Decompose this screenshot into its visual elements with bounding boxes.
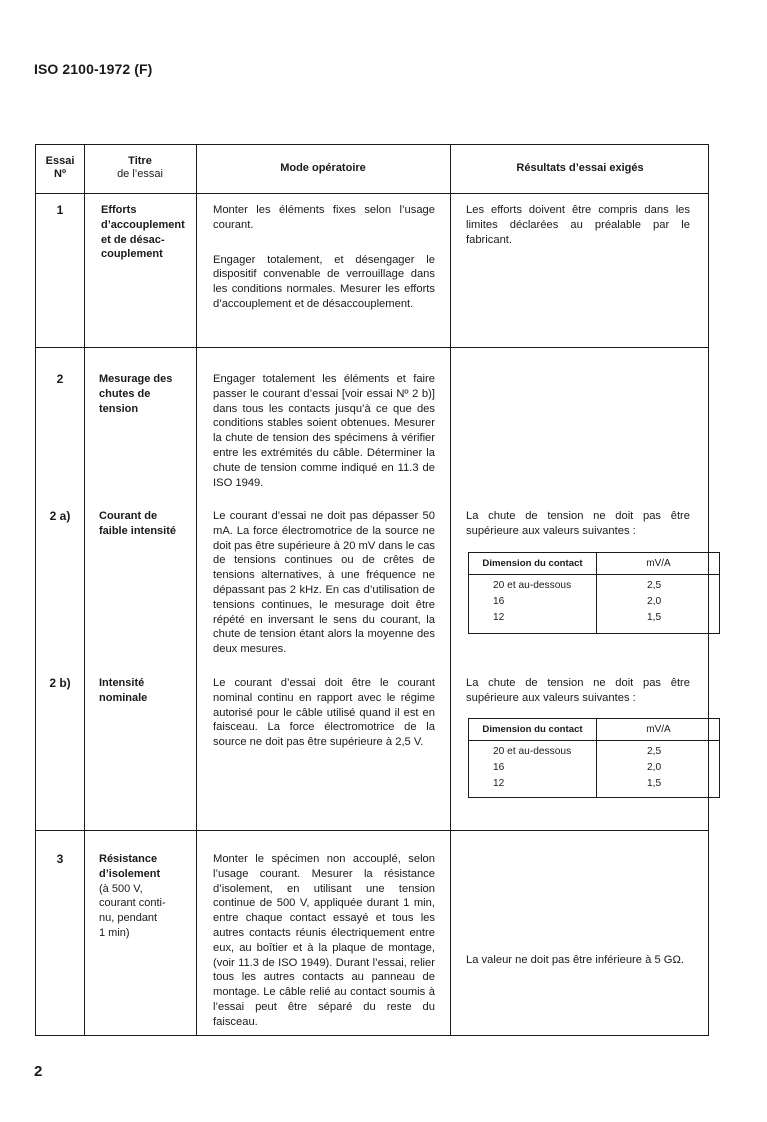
row-2a-title xyxy=(99,509,193,539)
column-divider xyxy=(84,145,85,1035)
row-2a-limits-table xyxy=(468,552,720,634)
title-line: d’isolement xyxy=(99,867,161,880)
row-1-mode xyxy=(213,203,435,312)
subtable-divider xyxy=(596,719,597,797)
title-line: 1 min) xyxy=(99,926,130,939)
subtable-header-divider xyxy=(469,740,719,741)
document-id: ISO 2100-1972 (F) xyxy=(34,61,153,77)
row-2-title xyxy=(99,372,193,416)
header-titre xyxy=(84,155,196,181)
row-divider xyxy=(36,347,708,348)
subtable-divider xyxy=(596,553,597,633)
subtable-cell-value: 2,5 xyxy=(647,580,662,591)
subtable-header-divider xyxy=(469,574,719,575)
title-line: Courant de xyxy=(99,510,158,522)
subtable-cell-dimension: 16 xyxy=(493,762,505,773)
subtable-cell-value: 1,5 xyxy=(647,612,662,623)
test-table xyxy=(35,144,709,1036)
row-2b-result: La chute de tension ne doit pas être supérieure aux valeurs suivantes : xyxy=(466,677,690,704)
subtable-header-dimension: Dimension du contact xyxy=(482,558,583,569)
subtable-cell-dimension: 16 xyxy=(493,596,505,607)
title-line: chutes de xyxy=(99,387,151,400)
column-divider xyxy=(196,145,197,1035)
header-resultats: Résultats d’essai exigés xyxy=(516,162,644,174)
column-divider xyxy=(450,145,451,1035)
subtable-cell-dimension: 20 et au-dessous xyxy=(493,580,572,591)
row-1-no: 1 xyxy=(56,203,64,217)
title-line: et de désac- xyxy=(101,233,165,246)
row-3-title xyxy=(99,852,193,941)
subtable-cell-value: 2,0 xyxy=(647,596,662,607)
row-3-no: 3 xyxy=(56,852,64,866)
header-titre-line2: de l’essai xyxy=(117,168,163,180)
subtable-cell-value: 2,0 xyxy=(647,762,662,773)
title-line: Résistance xyxy=(99,853,158,865)
mode-paragraph: Monter les éléments fixes selon l’usage courant. xyxy=(213,204,435,231)
row-3-mode: Monter le spécimen non accouplé, selon l’usage courant. Mesurer la résistance d’isolement, en utilisant une tension continue de 500 V, appliquée durant 1 min, entre chaque contact essayé et tous les autres contacts réunis électriquement entre eux, au boîtier et à la plaque de montage, (voir 11.3 de ISO 1949). Durant l’essai, relier tous les autres contacts au panneau de montage. Le câble relié au contact soumis à l’essai peut être séparé du reste du faisceau. xyxy=(213,853,435,1028)
title-line: Efforts xyxy=(101,204,137,216)
title-line: nu, pendant xyxy=(99,912,158,925)
header-no-label: Nº xyxy=(54,168,66,180)
subtable-cell-value: 2,5 xyxy=(647,746,662,757)
title-line: courant conti- xyxy=(99,897,166,910)
header-divider xyxy=(36,193,708,194)
header-titre-line1: Titre xyxy=(128,155,152,167)
title-line: (à 500 V, xyxy=(99,882,143,895)
title-line: Mesurage des xyxy=(99,373,173,385)
header-essai-no xyxy=(36,155,84,181)
header-mode: Mode opératoire xyxy=(280,162,366,174)
mode-paragraph: Engager totalement, et désengager le dispositif convenable de verrouillage dans les conditions normales. Mesurer les efforts d’accouplement et de désaccouplement. xyxy=(213,253,435,310)
title-line: nominale xyxy=(99,691,148,704)
subtable-header-dimension: Dimension du contact xyxy=(482,724,583,735)
row-2b-mode: Le courant d’essai doit être le courant nominal continu en rapport avec le régime autorisé pour le câble utilisé quand il est en faisceau. La force électromotrice de la source ne doit pas être supérieure à 2,5 V. xyxy=(213,677,435,749)
subtable-cell-value: 1,5 xyxy=(647,778,662,789)
title-line: faible intensité xyxy=(99,524,177,537)
row-2a-no: 2 a) xyxy=(49,509,71,523)
row-3-result: La valeur ne doit pas être inférieure à 5 GΩ. xyxy=(466,954,684,966)
row-2b-no: 2 b) xyxy=(49,676,71,690)
row-divider xyxy=(36,830,708,831)
page-number: 2 xyxy=(34,1063,43,1080)
row-2b-limits-table xyxy=(468,718,720,798)
title-line: d’accouplement xyxy=(101,218,185,231)
row-1-result: Les efforts doivent être compris dans les limites déclarées au préalable par le fabricant. xyxy=(466,204,690,246)
row-2a-result: La chute de tension ne doit pas être supérieure aux valeurs suivantes : xyxy=(466,510,690,537)
header-essai-label: Essai xyxy=(45,155,75,167)
title-line: couplement xyxy=(101,248,163,261)
row-1-title xyxy=(101,203,193,262)
subtable-cell-dimension: 12 xyxy=(493,778,505,789)
row-2-no: 2 xyxy=(56,372,64,386)
row-2-mode: Engager totalement les éléments et faire passer le courant d’essai [voir essai Nº 2 b)] dans tous les contacts jusqu’à ce que des conditions stables soient obtenues. Mesurer la chute de tension des spécimens à vérifier entre les extrémités du câble. Déterminer la chute de tension comme indiqué en 11.3 de ISO 1949. xyxy=(213,373,435,489)
subtable-header-mva: mV/A xyxy=(646,558,671,569)
subtable-header-mva: mV/A xyxy=(646,724,671,735)
row-2b-title xyxy=(99,676,193,706)
row-2a-mode: Le courant d’essai ne doit pas dépasser 50 mA. La force électromotrice de la source ne doit pas être supérieure à 20 mV dans le cas de tensions continues ou de crêtes de tensions alternatives, à une fréquence ne dépassant pas 2 kHz. En cas d’utilisation de tensions continues, le mesurage doit être répété en inversant le sens du courant, la chute de tension étant alors la moyenne des deux mesures. xyxy=(213,510,436,656)
title-line: tension xyxy=(99,402,139,415)
subtable-cell-dimension: 12 xyxy=(493,612,505,623)
subtable-cell-dimension: 20 et au-dessous xyxy=(493,746,572,757)
title-line: Intensité xyxy=(99,677,145,689)
